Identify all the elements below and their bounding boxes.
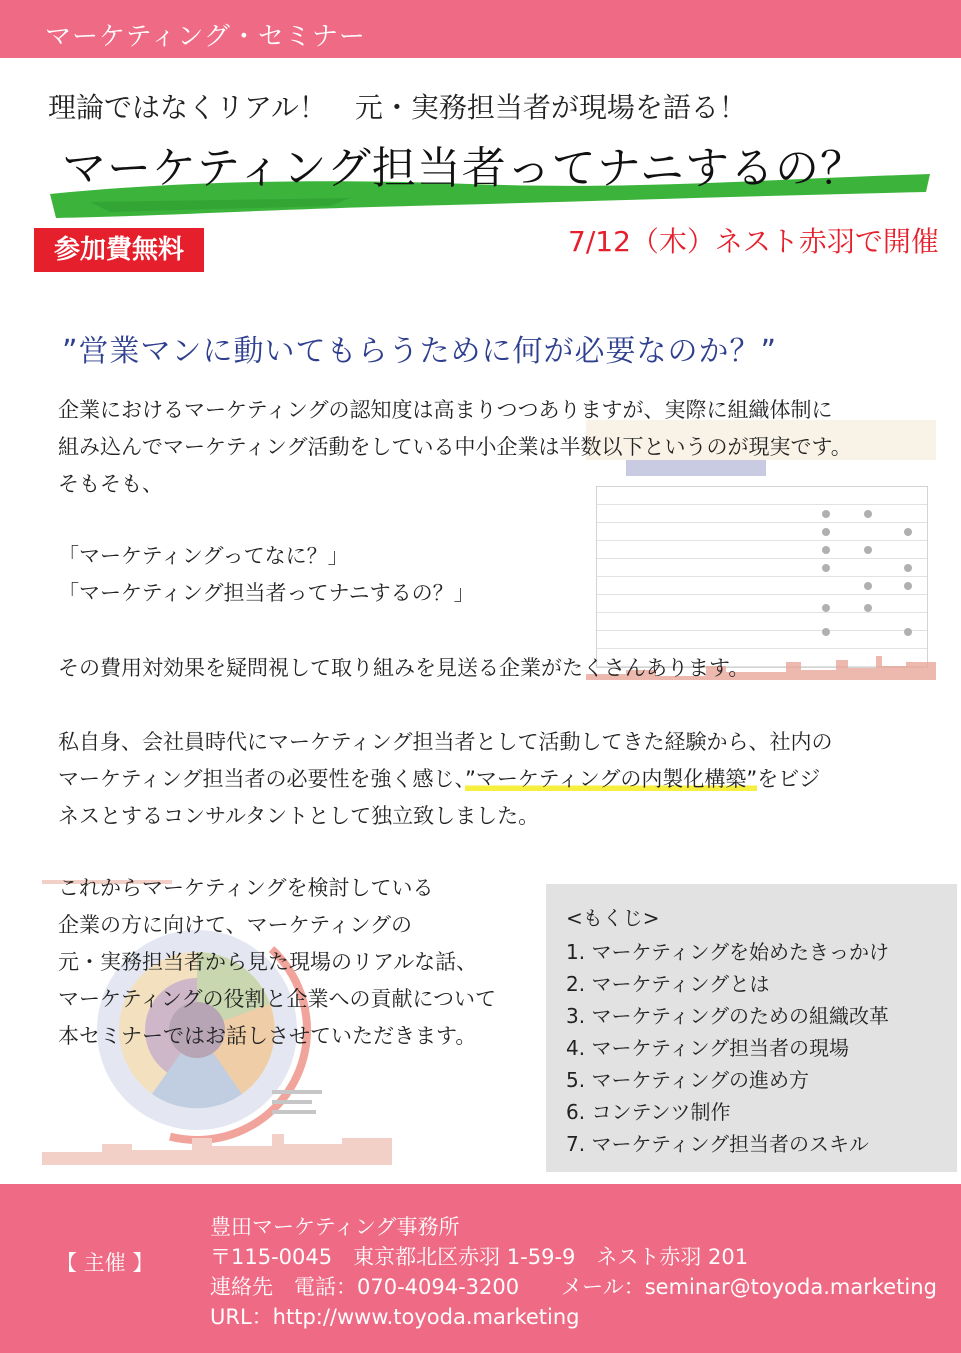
body-line: 組み込んでマーケティング活動をしている中小企業は半数以下というのが現実です。 <box>58 435 852 459</box>
body-text-span: マーケティング担当者の必要性を強く感じ、 <box>58 767 465 791</box>
body-line: これからマーケティングを検討している <box>58 876 434 900</box>
body-line: 元・実務担当者から見た現場のリアルな話、 <box>58 950 478 974</box>
main-title: マーケティング担当者ってナニするの？ <box>62 143 865 194</box>
toc-item: 1. マーケティングを始めたきっかけ <box>566 940 890 964</box>
free-badge: 参加費無料 <box>34 228 204 272</box>
organizer-contact[interactable]: 連絡先 電話：070-4094-3200 メール：seminar@toyoda.marketing <box>210 1275 937 1299</box>
toc-item: 5. マーケティングの進め方 <box>566 1068 810 1092</box>
body-text-span: をビジ <box>757 767 821 791</box>
body-line: そもそも、 <box>58 472 163 496</box>
body-line: 企業におけるマーケティングの認知度は高まりつつありますが、実際に組織体制に <box>58 398 833 422</box>
organizer-url-link[interactable]: URL：http://www.toyoda.marketing <box>210 1305 580 1329</box>
body-line: 本セミナーではお話しさせていただきます。 <box>58 1024 477 1048</box>
host-label: 【 主催 】 <box>56 1251 154 1275</box>
organizer-address: 〒115-0045 東京都北区赤羽 1-59-9 ネスト赤羽 201 <box>210 1245 749 1269</box>
body-line: ネスとするコンサルタントとして独立致しました。 <box>58 804 540 828</box>
body-line: 私自身、会社員時代にマーケティング担当者として活動してきた経験から、社内の <box>58 730 833 754</box>
header-label: マーケティング・セミナー <box>45 22 366 52</box>
body-line: マーケティングの役割と企業への貢献について <box>58 987 497 1011</box>
question-heading: ”営業マンに動いてもらうために何が必要なのか？” <box>62 334 778 369</box>
organizer-name: 豊田マーケティング事務所 <box>210 1215 460 1239</box>
event-date: 7/12（木）ネスト赤羽で開催 <box>568 225 939 258</box>
body-line <box>58 761 832 798</box>
body-paragraph-2 <box>58 538 475 612</box>
highlighted-phrase: ”マーケティングの内製化構築” <box>464 767 758 791</box>
tagline: 理論ではなくリアル！ 元・実務担当者が現場を語る！ <box>48 91 747 124</box>
body-line: 「マーケティングってなに？」 <box>58 544 349 568</box>
body-paragraph-1 <box>58 392 852 503</box>
toc-title: <もくじ> <box>566 906 660 930</box>
body-paragraph-4 <box>58 724 832 835</box>
toc-item: 6. コンテンツ制作 <box>566 1100 731 1124</box>
toc-item: 3. マーケティングのための組織改革 <box>566 1004 890 1028</box>
toc-item: 7. マーケティング担当者のスキル <box>566 1132 869 1156</box>
body-line: 企業の方に向けて、マーケティングの <box>58 913 413 937</box>
body-paragraph-5 <box>58 870 496 1055</box>
body-paragraph-3: その費用対効果を疑問視して取り組みを見送る企業がたくさんあります。 <box>58 656 750 680</box>
body-line: 「マーケティング担当者ってナニするの？」 <box>58 581 475 605</box>
toc-item: 4. マーケティング担当者の現場 <box>566 1036 850 1060</box>
toc-item: 2. マーケティングとは <box>566 972 770 996</box>
